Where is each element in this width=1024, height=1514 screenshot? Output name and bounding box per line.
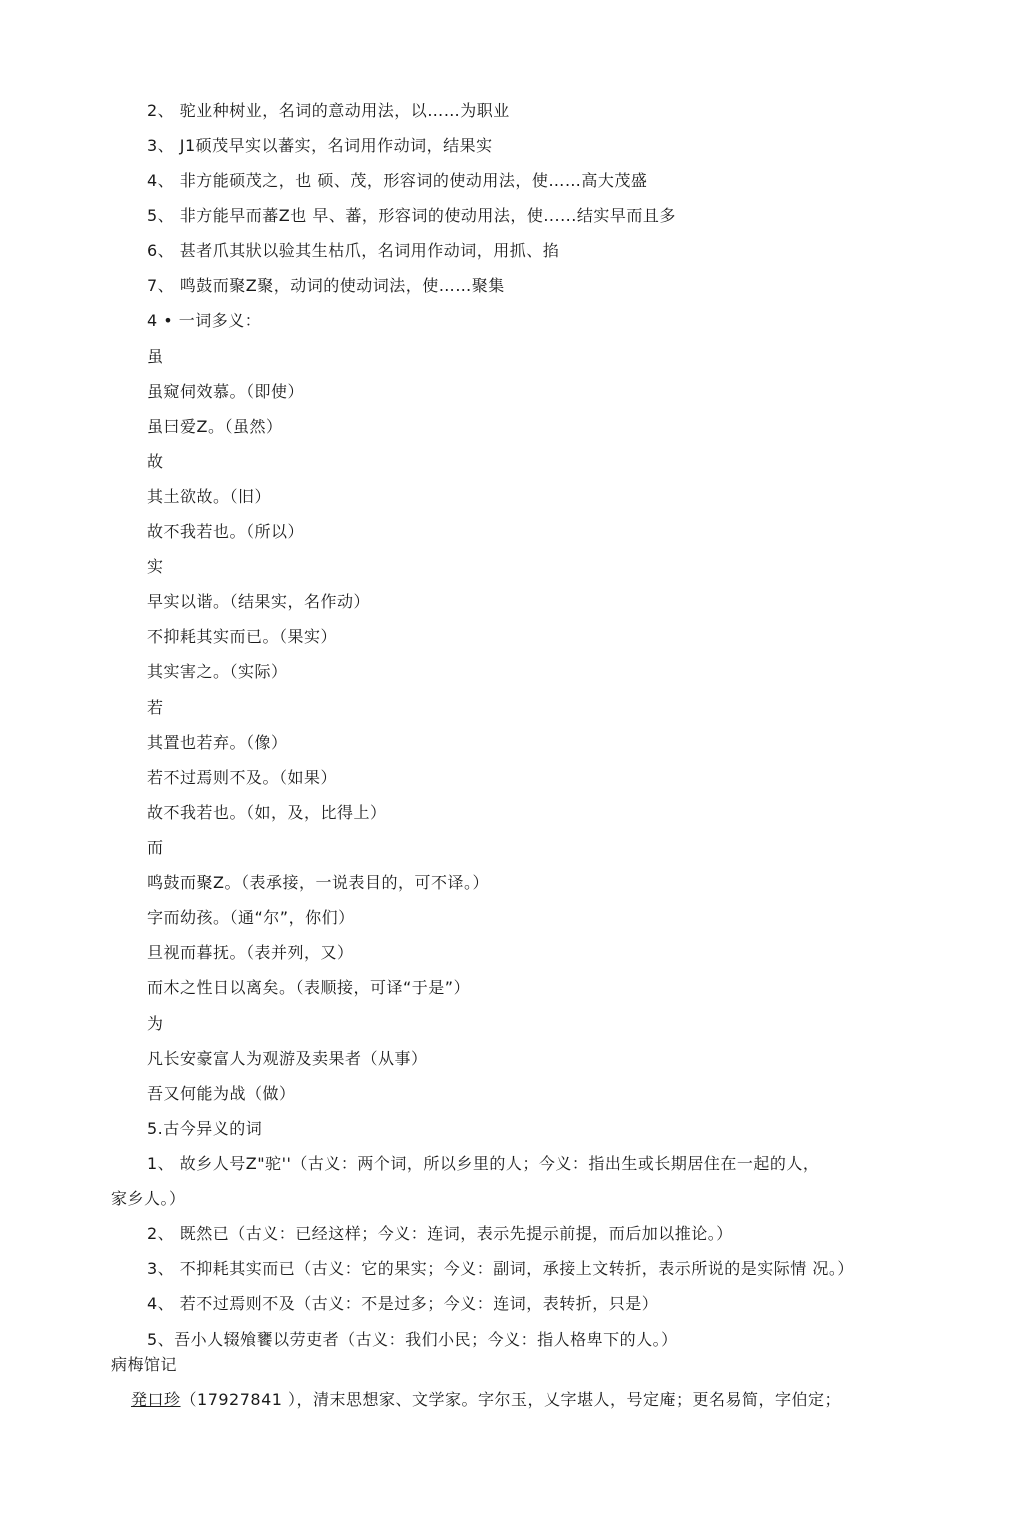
polysemy-example: 虽窥伺效慕。（即使） — [147, 382, 305, 401]
polysemy-word: 故 — [147, 452, 164, 471]
section-heading-polysemy: 4 • 一词多义： — [147, 311, 262, 330]
polysemy-example: 吾又何能为战（做） — [147, 1084, 296, 1103]
ancient-modern-item-continued: 家乡人。） — [111, 1189, 186, 1208]
polysemy-example: 故不我若也。（如，及，比得上） — [147, 803, 387, 822]
section-heading-ancient-modern: 5.古今异义的词 — [147, 1119, 263, 1138]
usage-line: 5、 非方能早而蕃Z也 早、蕃，形容词的使动用法，使......结实早而且多 — [147, 206, 676, 225]
polysemy-example: 其土欲故。（旧） — [147, 487, 272, 506]
polysemy-example: 不抑耗其实而已。（果实） — [147, 627, 338, 646]
polysemy-example: 故不我若也。（所以） — [147, 522, 305, 541]
usage-line: 7、 鸣鼓而聚Z聚，动词的使动词法，使……聚集 — [147, 276, 505, 295]
polysemy-example: 旦视而暮抚。（表并列，又） — [147, 943, 354, 962]
usage-line: 6、 甚者爪其狀以验其生枯爪，名词用作动词，用抓、掐 — [147, 241, 560, 260]
polysemy-word: 实 — [147, 557, 164, 576]
lesson-title: 病梅馆记 — [111, 1355, 178, 1374]
polysemy-example: 早实以谐。（结果实，名作动） — [147, 592, 371, 611]
polysemy-example: 凡长安豪富人为观游及卖果者（从事） — [147, 1049, 428, 1068]
usage-line: 3、 J1硕茂早实以蕃实，名词用作动词，结果实 — [147, 136, 493, 155]
usage-line: 4、 非方能硕茂之，也 硕、茂，形容词的使动用法，使……高大茂盛 — [147, 171, 648, 190]
polysemy-example: 字而幼孩。（通“尔”，你们） — [147, 908, 355, 927]
ancient-modern-item: 3、 不抑耗其实而已（古义：它的果实；今义：副词，承接上文转折，表示所说的是实际情 况。） — [147, 1259, 854, 1278]
polysemy-word: 为 — [147, 1014, 164, 1033]
ancient-modern-item: 2、 既然已（古义：已经这样；今义：连词，表示先提示前提，而后加以推论。） — [147, 1224, 733, 1243]
polysemy-example: 其实害之。（实际） — [147, 662, 288, 681]
author-intro — [131, 1390, 841, 1410]
ancient-modern-item: 1、 故乡人号Z"驼''（古义：两个词，所以乡里的人；今义：指出生或长期居住在一起的人， — [147, 1154, 820, 1173]
polysemy-word: 而 — [147, 838, 164, 857]
polysemy-word: 虽 — [147, 347, 164, 366]
author-bio: （17927841 ），清末思想家、文学家。字尔玉，乂字堪人，号定庵；更名易简，字伯定； — [180, 1390, 842, 1409]
polysemy-example: 若不过焉则不及。（如果） — [147, 768, 338, 787]
polysemy-example: 虽曰爱Z。（虽然） — [147, 417, 283, 436]
author-name: 発口珍 — [131, 1390, 181, 1409]
polysemy-example: 鸣鼓而聚Z。（表承接，一说表目的，可不译。） — [147, 873, 489, 892]
polysemy-example: 而木之性日以离矣。（表顺接，可译“于是”） — [147, 978, 471, 997]
ancient-modern-item: 4、 若不过焉则不及（古义：不是过多；今义：连词，表转折，只是） — [147, 1294, 659, 1313]
ancient-modern-item: 5、吾小人辍飧饔以劳吏者（古义：我们小民；今义：指人格卑下的人。） — [147, 1330, 678, 1349]
polysemy-example: 其置也若弃。（像） — [147, 733, 288, 752]
usage-line: 2、 驼业种树业，名词的意动用法，以……为职业 — [147, 101, 510, 120]
polysemy-word: 若 — [147, 698, 164, 717]
